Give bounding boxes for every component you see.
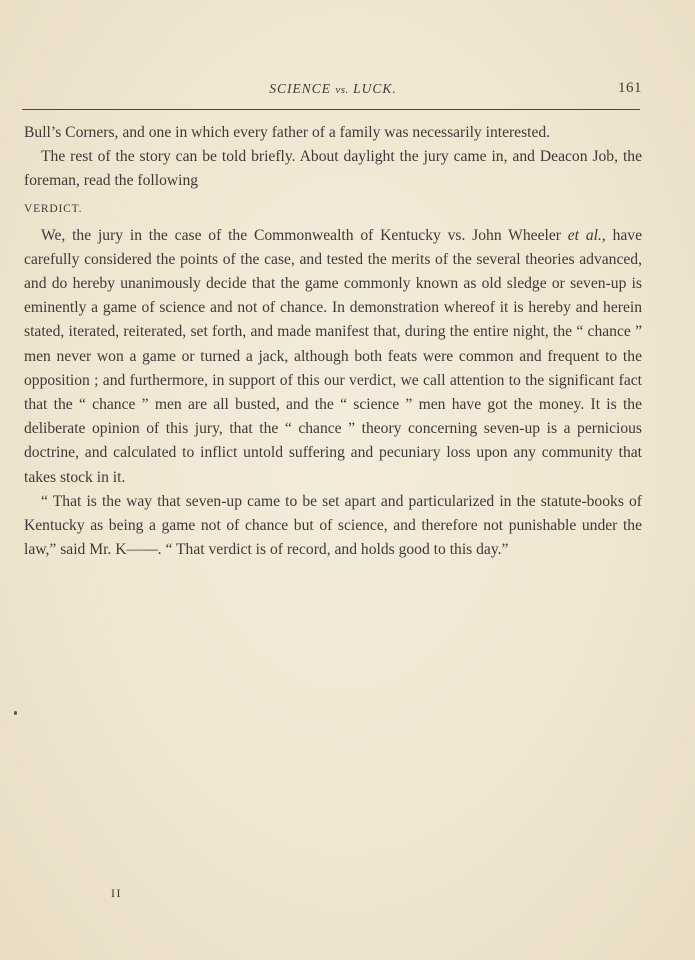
running-title-vs: vs. <box>335 84 349 96</box>
verdict-heading <box>24 197 642 221</box>
verdict-text-rest: , have carefully considered the points of the case, and tested the merits of the several theories advanced, and do hereby unanimously decide that the game commonly known as old sledge or seven-up is eminently a game of science and not of chance. In demonstration whereof it is hereby and herein stated, iterated, reiterated, set forth, and made manifest that, during the entire night, the “ chance ” men never won a game or turned a jack, although both feats were common and frequent to the opposition ; and furthermore, in support of this our verdict, we call attention to the significant fact that the “ chance ” men are all busted, and the “ science ” men have got the money. It is the deliberate opinion of this jury, that the “ chance ” theory concerning seven-up is a pernicious doctrine, and calculated to inflict untold suffering and pecuniary loss upon any community that takes stock in it. <box>24 226 642 486</box>
running-title-part1: SCIENCE <box>269 81 336 96</box>
page-number: 161 <box>618 80 642 96</box>
body-text <box>24 121 642 562</box>
ink-speck <box>14 711 17 715</box>
running-title-part2: LUCK. <box>348 81 397 96</box>
verdict-text-start: We, the jury in the case of the Commonwealth of Kentucky vs. John Wheeler <box>41 226 568 244</box>
running-title <box>24 81 642 97</box>
paragraph-closing: “ That is the way that seven-up came to be set apart and particularized in the statute-books of Kentucky as being a game not of chance but of science, and therefore not punishable under the law,” said Mr. K——. “ That verdict is of record, and holds good to this day.” <box>24 492 642 559</box>
verdict-heading-text: VERDICT. <box>24 202 83 215</box>
signature-mark: II <box>111 886 122 900</box>
header-rule <box>22 109 640 110</box>
running-head <box>24 80 642 100</box>
paragraph-continuation: Bull’s Corners, and one in which every father of a family was necessarily interested. <box>24 124 551 141</box>
paragraph-story: The rest of the story can be told briefly. About daylight the jury came in, and Deacon Job, the foreman, read the following <box>24 148 642 190</box>
verdict-et-al: et al. <box>567 226 602 244</box>
verdict-paragraph <box>24 224 642 490</box>
